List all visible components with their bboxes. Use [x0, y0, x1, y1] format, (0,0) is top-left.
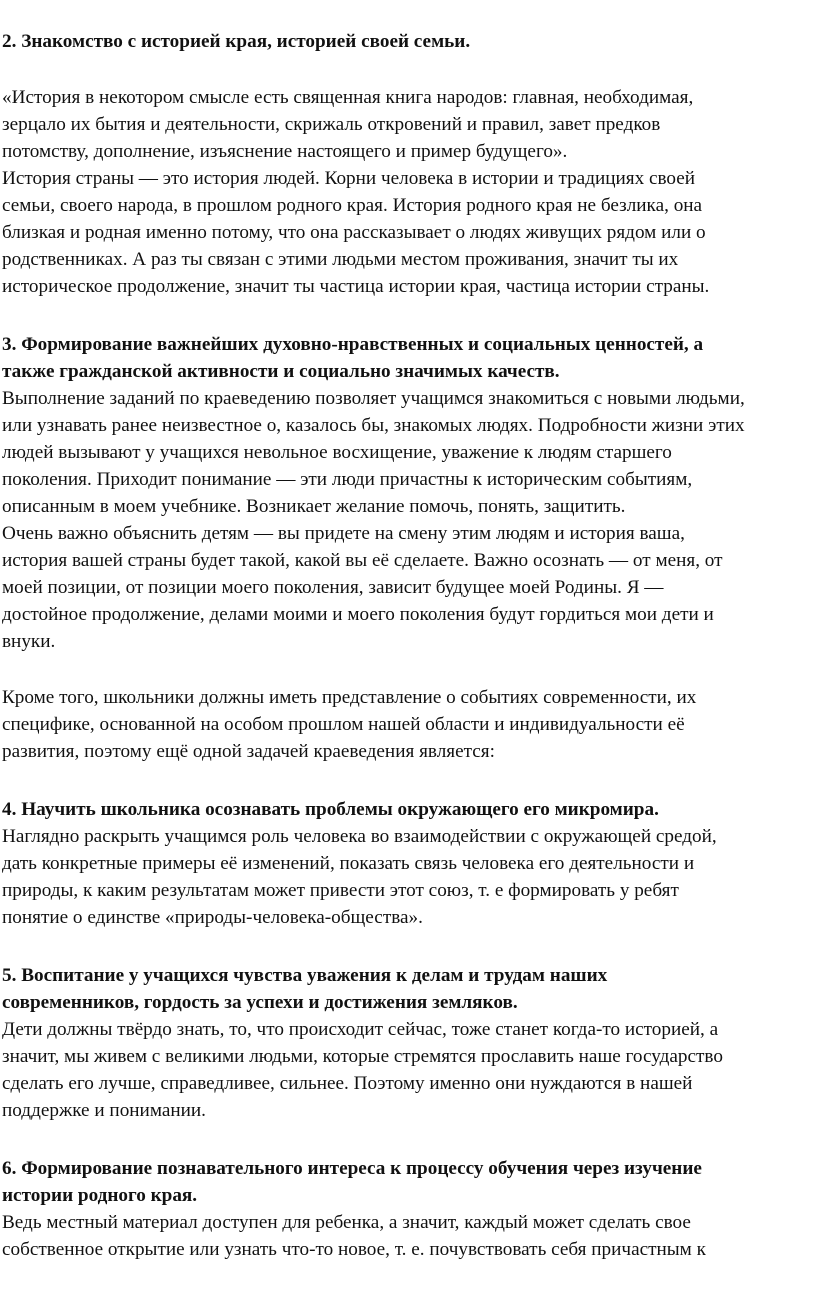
- paragraph-line: природы, к каким результатам может привести этот союз, т. е формировать у ребят: [2, 880, 679, 901]
- quote-line: «История в некотором смысле есть священная книга народов: главная, необходимая,: [2, 87, 694, 108]
- section-4-heading: 4. Научить школьника осознавать проблемы окружающего его микромира.: [2, 799, 659, 820]
- paragraph-line: История страны — это история людей. Корни человека в истории и традициях своей: [2, 168, 696, 189]
- quote-line: зерцало их бытия и деятельности, скрижаль откровений и правил, завет предков: [2, 114, 661, 135]
- section-2-heading: 2. Знакомство с историей края, историей своей семьи.: [2, 31, 471, 52]
- section-3-heading: также гражданской активности и социально значимых качеств.: [2, 361, 560, 382]
- paragraph-line: или узнавать ранее неизвестное о, казалось бы, знакомых людях. Подробности жизни этих: [2, 415, 745, 436]
- paragraph-line: поколения. Приходит понимание — эти люди причастны к историческим событиям,: [2, 469, 693, 490]
- section-6-heading: 6. Формирование познавательного интереса к процессу обучения через изучение: [2, 1158, 702, 1179]
- paragraph-line: Наглядно раскрыть учащимся роль человека во взаимодействии с окружающей средой,: [2, 826, 717, 847]
- paragraph-line: сделать его лучше, справедливее, сильнее. Поэтому именно они нуждаются в нашей: [2, 1073, 693, 1094]
- paragraph-line: моей позиции, от позиции моего поколения, зависит будущее моей Родины. Я —: [2, 577, 664, 598]
- paragraph-line: дать конкретные примеры её изменений, показать связь человека его деятельности и: [2, 853, 695, 874]
- paragraph-line: родственниках. А раз ты связан с этими людьми местом проживания, значит ты их: [2, 249, 679, 270]
- paragraph-line: Кроме того, школьники должны иметь представление о событиях современности, их: [2, 687, 697, 708]
- paragraph-line: специфике, основанной на особом прошлом нашей области и индивидуальности её: [2, 714, 685, 735]
- paragraph-line: Выполнение заданий по краеведению позволяет учащимся знакомиться с новыми людьми,: [2, 388, 745, 409]
- paragraph-line: семьи, своего народа, в прошлом родного края. История родного края не безлика, она: [2, 195, 703, 216]
- section-5-heading: современников, гордость за успехи и достижения земляков.: [2, 992, 518, 1013]
- paragraph-line: людей вызывают у учащихся невольное восхищение, уважение к людям старшего: [2, 442, 672, 463]
- paragraph-line: внуки.: [2, 631, 56, 652]
- paragraph-line: значит, мы живем с великими людьми, которые стремятся прославить наше государство: [2, 1046, 723, 1067]
- paragraph-line: Дети должны твёрдо знать, то, что происходит сейчас, тоже станет когда-то историей, а: [2, 1019, 719, 1040]
- paragraph-line: понятие о единстве «природы-человека-общества».: [2, 907, 423, 928]
- paragraph-line: Очень важно объяснить детям — вы придете на смену этим людям и история ваша,: [2, 523, 685, 544]
- section-3-heading: 3. Формирование важнейших духовно-нравственных и социальных ценностей, а: [2, 334, 704, 355]
- paragraph-line: описанным в моем учебнике. Возникает желание помочь, понять, защитить.: [2, 496, 626, 517]
- paragraph-line: историческое продолжение, значит ты частица истории края, частица истории страны.: [2, 276, 710, 297]
- quote-line: потомству, дополнение, изъяснение настоящего и пример будущего».: [2, 141, 568, 162]
- paragraph-line: достойное продолжение, делами моими и моего поколения будут гордиться мои дети и: [2, 604, 714, 625]
- section-5-heading: 5. Воспитание у учащихся чувства уважения к делам и трудам наших: [2, 965, 608, 986]
- paragraph-line: близкая и родная именно потому, что она рассказывает о людях живущих рядом или о: [2, 222, 706, 243]
- paragraph-line: развития, поэтому ещё одной задачей краеведения является:: [2, 741, 495, 762]
- paragraph-line: собственное открытие или узнать что-то новое, т. е. почувствовать себя причастным к: [2, 1239, 706, 1260]
- paragraph-line: поддержке и понимании.: [2, 1100, 206, 1121]
- paragraph-line: история вашей страны будет такой, какой вы её сделаете. Важно осознать — от меня, от: [2, 550, 723, 571]
- section-6-heading: истории родного края.: [2, 1185, 198, 1206]
- paragraph-line: Ведь местный материал доступен для ребенка, а значит, каждый может сделать свое: [2, 1212, 691, 1233]
